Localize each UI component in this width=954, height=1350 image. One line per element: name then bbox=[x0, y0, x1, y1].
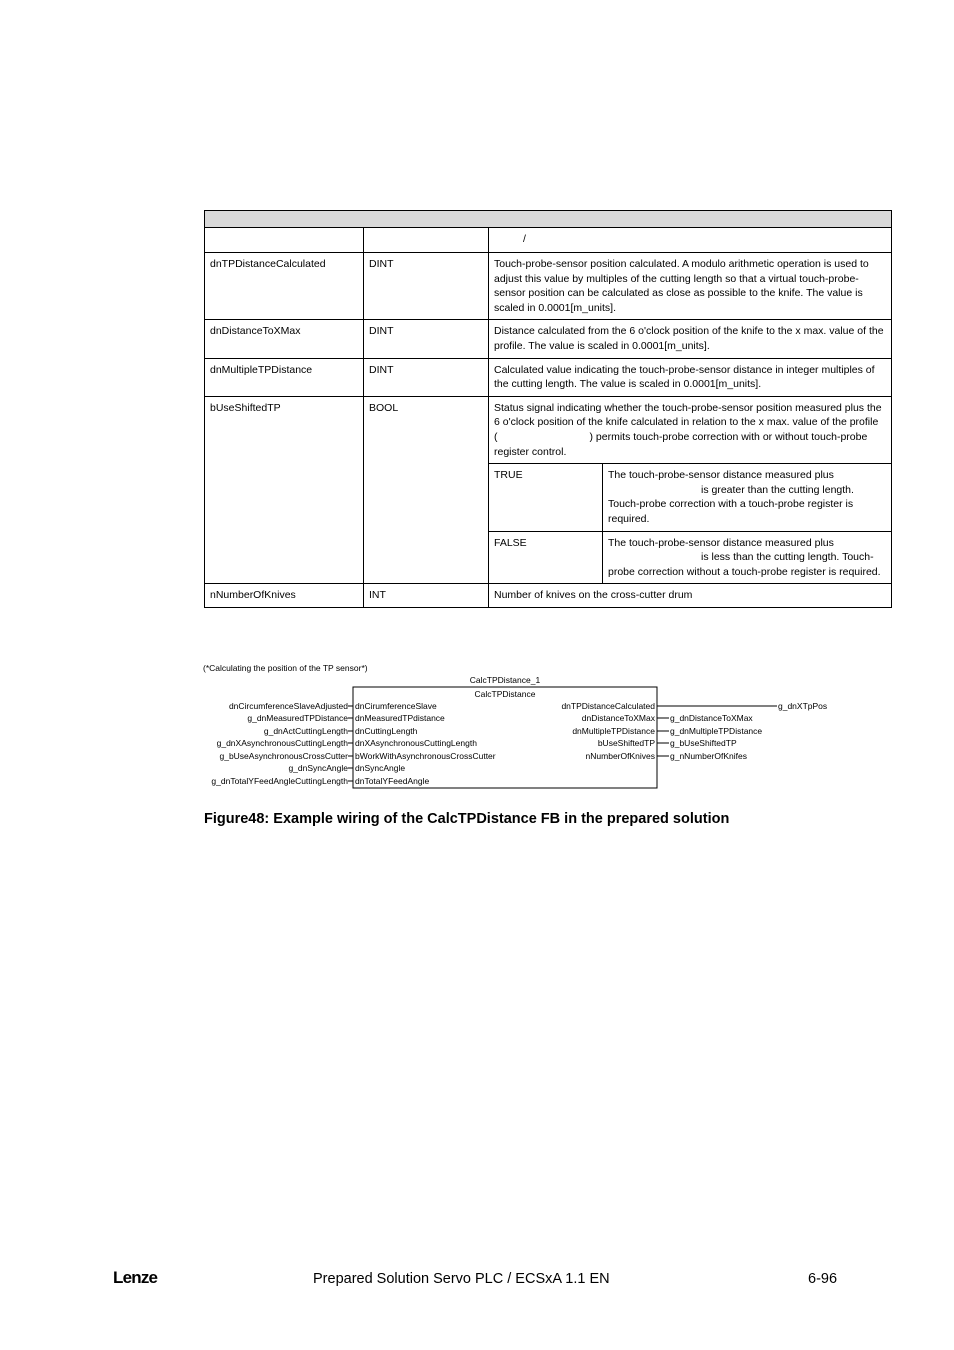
value-row-false bbox=[489, 531, 891, 583]
input-signal: g_dnSyncAngle bbox=[288, 763, 348, 773]
diagram-comment: (*Calculating the position of the TP sensor*) bbox=[203, 663, 368, 673]
param-description-block bbox=[489, 396, 892, 584]
value-key: TRUE bbox=[489, 464, 603, 531]
output-signal: g_dnDistanceToXMax bbox=[670, 713, 753, 723]
value-description: The touch-probe-sensor distance measured plus is greater than the cutting length. Touch-probe correction with a touch-probe register is required. bbox=[608, 469, 854, 525]
fb-input bbox=[288, 763, 405, 773]
param-description: Status signal indicating whether the touch-probe-sensor position measured plus the 6 o'clock position of the knife calculated in relation to the x max. value of the profile ( ) permits touch-probe correction with or without touch-probe register control. bbox=[489, 397, 891, 464]
param-description: Distance calculated from the 6 o'clock position of the knife to the x max. value of the profile. The value is scaled in 0.0001[m_units]. bbox=[489, 320, 892, 358]
param-name: dnMultipleTPDistance bbox=[205, 358, 364, 396]
fb-input bbox=[229, 701, 437, 711]
output-pin: dnDistanceToXMax bbox=[581, 713, 655, 723]
header-slash: / bbox=[523, 233, 526, 245]
input-signal: g_bUseAsynchronousCrossCutter bbox=[219, 751, 348, 761]
input-signal: g_dnActCuttingLength bbox=[263, 726, 348, 736]
fb-output bbox=[572, 726, 762, 736]
input-pin: dnTotalYFeedAngle bbox=[355, 776, 430, 786]
param-name: nNumberOfKnives bbox=[205, 584, 364, 608]
value-key: FALSE bbox=[489, 531, 603, 583]
table-row bbox=[205, 253, 892, 320]
table-header-row bbox=[205, 228, 892, 253]
param-name: bUseShiftedTP bbox=[205, 396, 364, 584]
output-pin: dnTPDistanceCalculated bbox=[561, 701, 655, 711]
param-type: DINT bbox=[364, 253, 489, 320]
table-title-row bbox=[205, 211, 892, 228]
fb-input bbox=[247, 713, 445, 723]
output-signal: g_bUseShiftedTP bbox=[670, 738, 737, 748]
fb-output bbox=[582, 713, 754, 723]
table-row bbox=[205, 396, 892, 584]
header-cell-type bbox=[364, 228, 489, 253]
lenze-logo: Lenze bbox=[113, 1268, 158, 1287]
output-signal: g_nNumberOfKnifes bbox=[670, 751, 748, 761]
param-type: DINT bbox=[364, 320, 489, 358]
fb-output bbox=[561, 701, 827, 711]
input-pin: bWorkWithAsynchronousCrossCutter bbox=[355, 751, 496, 761]
input-pin: dnXAsynchronousCuttingLength bbox=[355, 738, 477, 748]
header-cell-name bbox=[205, 228, 364, 253]
table-row bbox=[205, 584, 892, 608]
page-number: 6-96 bbox=[808, 1271, 838, 1287]
param-description: Touch-probe-sensor position calculated. A modulo arithmetic operation is used to adjust this value by multiples of the cutting length so that a virtual touch-probe-sensor position can be calculated as close as possible to the knife. The value is scaled in 0.0001[m_units]. bbox=[489, 253, 892, 320]
output-pin: dnMultipleTPDistance bbox=[572, 726, 655, 736]
fb-output bbox=[586, 751, 747, 761]
value-description: The touch-probe-sensor distance measured plus is less than the cutting length. Touch- probe correction without a touch-probe register is required. bbox=[603, 531, 892, 583]
fb-input bbox=[219, 751, 495, 761]
input-pin: dnCirumferenceSlave bbox=[355, 701, 437, 711]
header-cell-meaning bbox=[489, 228, 892, 253]
table-row bbox=[205, 358, 892, 396]
input-signal: g_dnTotalYFeedAngleCuttingLength bbox=[211, 776, 348, 786]
fb-input bbox=[211, 776, 429, 786]
input-pin: dnCuttingLength bbox=[355, 726, 418, 736]
output-pin: bUseShiftedTP bbox=[597, 738, 655, 748]
table-row bbox=[205, 320, 892, 358]
value-row-true bbox=[489, 464, 891, 531]
param-type: BOOL bbox=[364, 396, 489, 584]
fb-input bbox=[264, 726, 418, 736]
parameter-table bbox=[204, 210, 892, 608]
input-signal: g_dnXAsynchronousCuttingLength bbox=[216, 738, 348, 748]
param-type: DINT bbox=[364, 358, 489, 396]
param-type: INT bbox=[364, 584, 489, 608]
param-description: Calculated value indicating the touch-probe-sensor distance in integer multiples of the cutting length. The value is scaled in 0.0001[m_units]. bbox=[489, 358, 892, 396]
param-description: Number of knives on the cross-cutter drum bbox=[489, 584, 892, 608]
value-table bbox=[489, 464, 891, 583]
param-name: dnDistanceToXMax bbox=[205, 320, 364, 358]
input-pin: dnSyncAngle bbox=[355, 763, 406, 773]
output-signal: g_dnXTpPos bbox=[778, 701, 828, 711]
figure-caption: Figure48: Example wiring of the CalcTPDistance FB in the prepared solution bbox=[204, 811, 730, 827]
footer-title: Prepared Solution Servo PLC / ECSxA 1.1 EN bbox=[313, 1271, 610, 1287]
param-name: dnTPDistanceCalculated bbox=[205, 253, 364, 320]
fb-input bbox=[217, 738, 478, 748]
input-signal: dnCircumferenceSlaveAdjusted bbox=[228, 701, 348, 711]
fb-instance-name: CalcTPDistance_1 bbox=[469, 675, 541, 685]
output-signal: g_dnMultipleTPDistance bbox=[670, 726, 763, 736]
fb-type-name: CalcTPDistance bbox=[474, 689, 536, 699]
input-signal: g_dnMeasuredTPDistance bbox=[247, 713, 348, 723]
fb-wiring-diagram bbox=[200, 660, 840, 795]
input-pin: dnMeasuredTPdistance bbox=[355, 713, 445, 723]
output-pin: nNumberOfKnives bbox=[585, 751, 655, 761]
fb-output bbox=[598, 738, 737, 748]
